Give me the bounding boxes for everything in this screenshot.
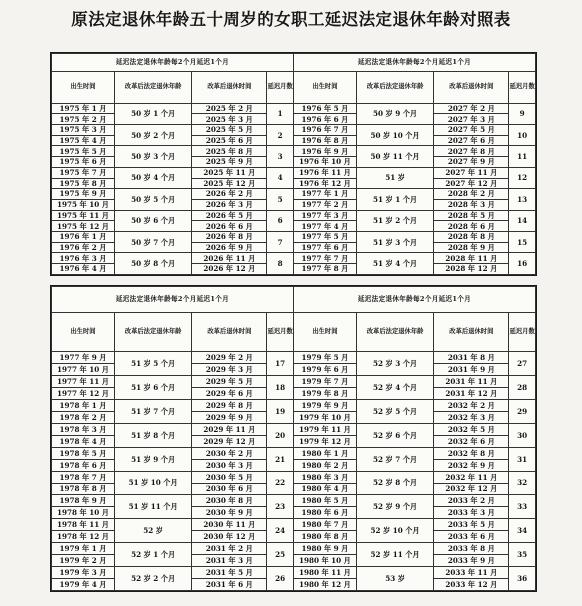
cell-birth: 1979 年 12 月 [293, 435, 356, 447]
cell-retire-age: 52 岁 6 个月 [356, 423, 433, 447]
cell-birth: 1975 年 1 月 [52, 103, 115, 114]
cell-retire-time: 2026 年 6 月 [192, 221, 267, 232]
cell-delay-months: 24 [267, 519, 294, 543]
table-row [52, 253, 536, 264]
cell-delay-months: 33 [509, 495, 536, 519]
cell-birth: 1978 年 8 月 [52, 483, 115, 495]
cell-retire-time: 2026 年 2 月 [192, 189, 267, 200]
cell-retire-time: 2033 年 11 月 [434, 567, 509, 579]
cell-birth: 1977 年 11 月 [52, 376, 115, 388]
cell-retire-time: 2031 年 9 月 [434, 364, 509, 376]
cell-delay-months: 22 [267, 471, 294, 495]
table-bottom [51, 286, 536, 591]
cell-retire-time: 2033 年 2 月 [434, 495, 509, 507]
cell-delay-months: 30 [509, 423, 536, 447]
cell-retire-time: 2031 年 5 月 [192, 567, 267, 579]
cell-birth: 1975 年 4 月 [52, 135, 115, 146]
cell-retire-time: 2027 年 6 月 [434, 135, 509, 146]
cell-birth: 1978 年 1 月 [52, 400, 115, 412]
cell-retire-time: 2029 年 5 月 [192, 376, 267, 388]
cell-birth: 1978 年 11 月 [52, 519, 115, 531]
cell-retire-age: 53 岁 [356, 567, 433, 591]
table-row [52, 567, 536, 579]
cell-retire-age: 51 岁 6 个月 [114, 376, 191, 400]
cell-retire-time: 2025 年 2 月 [192, 103, 267, 114]
cell-birth: 1979 年 6 月 [293, 364, 356, 376]
cell-retire-age: 52 岁 7 个月 [356, 447, 433, 471]
cell-retire-time: 2028 年 12 月 [434, 264, 509, 275]
cell-retire-age: 50 岁 9 个月 [356, 103, 433, 124]
cell-birth: 1978 年 10 月 [52, 507, 115, 519]
cell-retire-time: 2026 年 11 月 [192, 253, 267, 264]
cell-retire-time: 2026 年 9 月 [192, 242, 267, 253]
cell-birth: 1975 年 5 月 [52, 146, 115, 157]
cell-birth: 1979 年 1 月 [52, 543, 115, 555]
cell-birth: 1977 年 12 月 [52, 388, 115, 400]
cell-birth: 1980 年 4 月 [293, 483, 356, 495]
cell-retire-time: 2026 年 3 月 [192, 199, 267, 210]
cell-delay-months: 9 [509, 103, 536, 124]
cell-retire-time: 2025 年 9 月 [192, 157, 267, 168]
header-time: 改革后退休时间 [192, 72, 267, 103]
cell-retire-age: 51 岁 9 个月 [114, 447, 191, 471]
cell-birth: 1978 年 12 月 [52, 531, 115, 543]
table-row [52, 146, 536, 157]
cell-delay-months: 32 [509, 471, 536, 495]
cell-birth: 1978 年 4 月 [52, 435, 115, 447]
cell-birth: 1977 年 6 月 [293, 242, 356, 253]
header-time: 改革后退休时间 [434, 72, 509, 103]
cell-delay-months: 20 [267, 423, 294, 447]
cell-retire-time: 2033 年 3 月 [434, 507, 509, 519]
cell-retire-time: 2028 年 2 月 [434, 189, 509, 200]
cell-retire-time: 2033 年 12 月 [434, 578, 509, 590]
cell-retire-time: 2031 年 11 月 [434, 376, 509, 388]
cell-birth: 1979 年 9 月 [293, 400, 356, 412]
cell-birth: 1975 年 8 月 [52, 178, 115, 189]
cell-retire-time: 2030 年 8 月 [192, 495, 267, 507]
cell-birth: 1980 年 6 月 [293, 507, 356, 519]
cell-retire-time: 2028 年 5 月 [434, 210, 509, 221]
cell-birth: 1976 年 9 月 [293, 146, 356, 157]
table-row [52, 167, 536, 178]
cell-retire-time: 2032 年 9 月 [434, 459, 509, 471]
cell-retire-age: 51 岁 2 个月 [356, 210, 433, 231]
cell-birth: 1977 年 2 月 [293, 199, 356, 210]
cell-retire-time: 2025 年 6 月 [192, 135, 267, 146]
cell-retire-time: 2033 年 8 月 [434, 543, 509, 555]
header-delay: 延迟月数 [267, 313, 294, 352]
cell-delay-months: 17 [267, 352, 294, 376]
cell-retire-time: 2029 年 6 月 [192, 388, 267, 400]
cell-birth: 1977 年 7 月 [293, 253, 356, 264]
cell-birth: 1978 年 9 月 [52, 495, 115, 507]
cell-retire-age: 52 岁 1 个月 [114, 543, 191, 567]
cell-delay-months: 7 [267, 232, 294, 253]
cell-birth: 1975 年 12 月 [52, 221, 115, 232]
cell-birth: 1976 年 4 月 [52, 264, 115, 275]
cell-retire-age: 52 岁 9 个月 [356, 495, 433, 519]
cell-retire-time: 2030 年 12 月 [192, 531, 267, 543]
table-block-top [50, 52, 537, 276]
cell-retire-time: 2029 年 12 月 [192, 435, 267, 447]
caption-bottom-right: 延迟法定退休年龄每2个月延迟1个月 [293, 287, 535, 313]
cell-birth: 1976 年 6 月 [293, 114, 356, 125]
cell-delay-months: 36 [509, 567, 536, 591]
header-time: 改革后退休时间 [434, 313, 509, 352]
cell-retire-age: 52 岁 2 个月 [114, 567, 191, 591]
cell-delay-months: 14 [509, 210, 536, 231]
cell-retire-time: 2026 年 8 月 [192, 232, 267, 243]
cell-retire-age: 50 岁 10 个月 [356, 125, 433, 146]
cell-retire-time: 2027 年 11 月 [434, 167, 509, 178]
cell-delay-months: 1 [267, 103, 294, 124]
cell-retire-time: 2031 年 6 月 [192, 578, 267, 590]
cell-retire-time: 2027 年 9 月 [434, 157, 509, 168]
cell-retire-age: 50 岁 2 个月 [114, 125, 191, 146]
cell-birth: 1977 年 5 月 [293, 232, 356, 243]
cell-birth: 1976 年 8 月 [293, 135, 356, 146]
cell-retire-age: 50 岁 8 个月 [114, 253, 191, 275]
cell-retire-age: 51 岁 3 个月 [356, 232, 433, 253]
cell-birth: 1976 年 1 月 [52, 232, 115, 243]
cell-retire-time: 2031 年 12 月 [434, 388, 509, 400]
caption-bottom-left: 延迟法定退休年龄每2个月延迟1个月 [52, 287, 294, 313]
cell-delay-months: 2 [267, 125, 294, 146]
cell-birth: 1975 年 2 月 [52, 114, 115, 125]
cell-delay-months: 8 [267, 253, 294, 275]
cell-delay-months: 26 [267, 567, 294, 591]
cell-retire-time: 2032 年 12 月 [434, 483, 509, 495]
table-row [52, 519, 536, 531]
cell-birth: 1975 年 6 月 [52, 157, 115, 168]
cell-birth: 1977 年 10 月 [52, 364, 115, 376]
cell-delay-months: 34 [509, 519, 536, 543]
cell-delay-months: 18 [267, 376, 294, 400]
table-row [52, 423, 536, 435]
cell-retire-time: 2033 年 6 月 [434, 531, 509, 543]
cell-birth: 1980 年 2 月 [293, 459, 356, 471]
cell-birth: 1977 年 1 月 [293, 189, 356, 200]
cell-birth: 1975 年 7 月 [52, 167, 115, 178]
cell-retire-age: 51 岁 1 个月 [356, 189, 433, 210]
cell-retire-time: 2025 年 12 月 [192, 178, 267, 189]
cell-delay-months: 10 [509, 125, 536, 146]
cell-birth: 1980 年 3 月 [293, 471, 356, 483]
header-age: 改革后法定退休年龄 [114, 72, 191, 103]
cell-retire-age: 51 岁 7 个月 [114, 400, 191, 424]
cell-retire-time: 2025 年 3 月 [192, 114, 267, 125]
header-birth: 出生时间 [293, 313, 356, 352]
cell-retire-age: 52 岁 10 个月 [356, 519, 433, 543]
cell-birth: 1979 年 2 月 [52, 555, 115, 567]
header-delay: 延迟月数 [267, 72, 294, 103]
cell-birth: 1975 年 10 月 [52, 199, 115, 210]
table-row [52, 125, 536, 136]
cell-birth: 1978 年 3 月 [52, 423, 115, 435]
cell-retire-time: 2031 年 3 月 [192, 555, 267, 567]
header-age: 改革后法定退休年龄 [356, 72, 433, 103]
cell-birth: 1977 年 9 月 [52, 352, 115, 364]
table-row [52, 495, 536, 507]
header-age: 改革后法定退休年龄 [114, 313, 191, 352]
cell-retire-time: 2030 年 9 月 [192, 507, 267, 519]
cell-retire-time: 2025 年 11 月 [192, 167, 267, 178]
cell-retire-time: 2033 年 9 月 [434, 555, 509, 567]
cell-birth: 1980 年 10 月 [293, 555, 356, 567]
cell-retire-time: 2025 年 8 月 [192, 146, 267, 157]
cell-birth: 1980 年 8 月 [293, 531, 356, 543]
cell-retire-time: 2032 年 5 月 [434, 423, 509, 435]
cell-retire-time: 2029 年 9 月 [192, 412, 267, 424]
header-age: 改革后法定退休年龄 [356, 313, 433, 352]
cell-birth: 1976 年 3 月 [52, 253, 115, 264]
cell-retire-time: 2029 年 3 月 [192, 364, 267, 376]
cell-delay-months: 3 [267, 146, 294, 167]
cell-delay-months: 12 [509, 167, 536, 188]
table-top [51, 53, 536, 275]
cell-retire-time: 2027 年 3 月 [434, 114, 509, 125]
table-row [52, 210, 536, 221]
cell-birth: 1976 年 10 月 [293, 157, 356, 168]
cell-birth: 1978 年 7 月 [52, 471, 115, 483]
cell-delay-months: 19 [267, 400, 294, 424]
cell-retire-time: 2028 年 11 月 [434, 253, 509, 264]
cell-retire-age: 50 岁 4 个月 [114, 167, 191, 188]
table-row [52, 189, 536, 200]
cell-birth: 1975 年 11 月 [52, 210, 115, 221]
cell-retire-time: 2030 年 11 月 [192, 519, 267, 531]
cell-retire-age: 52 岁 [114, 519, 191, 543]
cell-delay-months: 4 [267, 167, 294, 188]
cell-retire-time: 2032 年 6 月 [434, 435, 509, 447]
cell-retire-age: 50 岁 6 个月 [114, 210, 191, 231]
header-birth: 出生时间 [293, 72, 356, 103]
header-birth: 出生时间 [52, 72, 115, 103]
cell-retire-time: 2025 年 5 月 [192, 125, 267, 136]
cell-birth: 1979 年 10 月 [293, 412, 356, 424]
table-row [52, 232, 536, 243]
table-row [52, 376, 536, 388]
cell-delay-months: 6 [267, 210, 294, 231]
cell-birth: 1977 年 8 月 [293, 264, 356, 275]
cell-retire-age: 51 岁 11 个月 [114, 495, 191, 519]
cell-retire-time: 2032 年 3 月 [434, 412, 509, 424]
cell-retire-time: 2030 年 3 月 [192, 459, 267, 471]
cell-retire-time: 2031 年 8 月 [434, 352, 509, 364]
cell-delay-months: 16 [509, 253, 536, 275]
cell-retire-age: 50 岁 1 个月 [114, 103, 191, 124]
cell-retire-time: 2028 年 8 月 [434, 232, 509, 243]
cell-retire-age: 52 岁 4 个月 [356, 376, 433, 400]
table-row [52, 352, 536, 364]
cell-retire-time: 2028 年 3 月 [434, 199, 509, 210]
cell-retire-time: 2033 年 5 月 [434, 519, 509, 531]
table-row [52, 400, 536, 412]
cell-retire-time: 2032 年 2 月 [434, 400, 509, 412]
cell-retire-time: 2029 年 11 月 [192, 423, 267, 435]
cell-retire-time: 2027 年 2 月 [434, 103, 509, 114]
caption-top-left: 延迟法定退休年龄每2个月延迟1个月 [52, 54, 294, 72]
table-row [52, 543, 536, 555]
cell-retire-time: 2027 年 5 月 [434, 125, 509, 136]
table-block-bottom [50, 285, 537, 592]
cell-retire-age: 52 岁 3 个月 [356, 352, 433, 376]
cell-birth: 1978 年 6 月 [52, 459, 115, 471]
cell-retire-time: 2030 年 6 月 [192, 483, 267, 495]
cell-retire-age: 50 岁 5 个月 [114, 189, 191, 210]
cell-birth: 1976 年 7 月 [293, 125, 356, 136]
cell-retire-time: 2032 年 8 月 [434, 447, 509, 459]
table-row [52, 103, 536, 114]
cell-retire-time: 2030 年 5 月 [192, 471, 267, 483]
cell-birth: 1976 年 2 月 [52, 242, 115, 253]
caption-top-right: 延迟法定退休年龄每2个月延迟1个月 [293, 54, 535, 72]
cell-retire-age: 52 岁 5 个月 [356, 400, 433, 424]
cell-retire-age: 51 岁 [356, 167, 433, 188]
cell-birth: 1980 年 11 月 [293, 567, 356, 579]
cell-birth: 1978 年 2 月 [52, 412, 115, 424]
cell-birth: 1979 年 4 月 [52, 578, 115, 590]
cell-retire-time: 2031 年 2 月 [192, 543, 267, 555]
cell-retire-age: 52 岁 11 个月 [356, 543, 433, 567]
cell-delay-months: 25 [267, 543, 294, 567]
header-delay: 延迟月数 [509, 72, 536, 103]
cell-birth: 1977 年 3 月 [293, 210, 356, 221]
cell-delay-months: 15 [509, 232, 536, 253]
cell-birth: 1976 年 5 月 [293, 103, 356, 114]
cell-birth: 1980 年 9 月 [293, 543, 356, 555]
cell-retire-age: 51 岁 10 个月 [114, 471, 191, 495]
cell-birth: 1980 年 12 月 [293, 578, 356, 590]
cell-birth: 1980 年 1 月 [293, 447, 356, 459]
cell-delay-months: 28 [509, 376, 536, 400]
cell-delay-months: 31 [509, 447, 536, 471]
cell-birth: 1976 年 11 月 [293, 167, 356, 178]
cell-retire-time: 2028 年 9 月 [434, 242, 509, 253]
cell-birth: 1980 年 5 月 [293, 495, 356, 507]
table-row [52, 471, 536, 483]
table-row [52, 447, 536, 459]
cell-retire-time: 2026 年 5 月 [192, 210, 267, 221]
cell-delay-months: 5 [267, 189, 294, 210]
cell-retire-age: 51 岁 5 个月 [114, 352, 191, 376]
cell-birth: 1979 年 5 月 [293, 352, 356, 364]
cell-retire-time: 2028 年 6 月 [434, 221, 509, 232]
cell-birth: 1977 年 4 月 [293, 221, 356, 232]
cell-retire-time: 2027 年 8 月 [434, 146, 509, 157]
cell-birth: 1978 年 5 月 [52, 447, 115, 459]
cell-retire-age: 51 岁 4 个月 [356, 253, 433, 275]
header-time: 改革后退休时间 [192, 313, 267, 352]
header-delay: 延迟月数 [509, 313, 536, 352]
cell-birth: 1979 年 11 月 [293, 423, 356, 435]
cell-delay-months: 29 [509, 400, 536, 424]
cell-retire-age: 50 岁 11 个月 [356, 146, 433, 167]
cell-birth: 1979 年 3 月 [52, 567, 115, 579]
cell-retire-age: 52 岁 8 个月 [356, 471, 433, 495]
cell-birth: 1979 年 8 月 [293, 388, 356, 400]
page-title: 原法定退休年龄五十周岁的女职工延迟法定退休年龄对照表 [71, 10, 511, 29]
cell-delay-months: 23 [267, 495, 294, 519]
cell-delay-months: 27 [509, 352, 536, 376]
cell-retire-time: 2029 年 8 月 [192, 400, 267, 412]
cell-retire-time: 2032 年 11 月 [434, 471, 509, 483]
cell-birth: 1980 年 7 月 [293, 519, 356, 531]
cell-retire-time: 2029 年 2 月 [192, 352, 267, 364]
cell-birth: 1976 年 12 月 [293, 178, 356, 189]
cell-retire-time: 2027 年 12 月 [434, 178, 509, 189]
cell-birth: 1975 年 3 月 [52, 125, 115, 136]
cell-delay-months: 11 [509, 146, 536, 167]
cell-delay-months: 35 [509, 543, 536, 567]
cell-delay-months: 21 [267, 447, 294, 471]
cell-delay-months: 13 [509, 189, 536, 210]
cell-retire-age: 50 岁 3 个月 [114, 146, 191, 167]
header-birth: 出生时间 [52, 313, 115, 352]
cell-retire-age: 50 岁 7 个月 [114, 232, 191, 253]
cell-retire-time: 2030 年 2 月 [192, 447, 267, 459]
cell-retire-age: 51 岁 8 个月 [114, 423, 191, 447]
cell-retire-time: 2026 年 12 月 [192, 264, 267, 275]
cell-birth: 1979 年 7 月 [293, 376, 356, 388]
cell-birth: 1975 年 9 月 [52, 189, 115, 200]
